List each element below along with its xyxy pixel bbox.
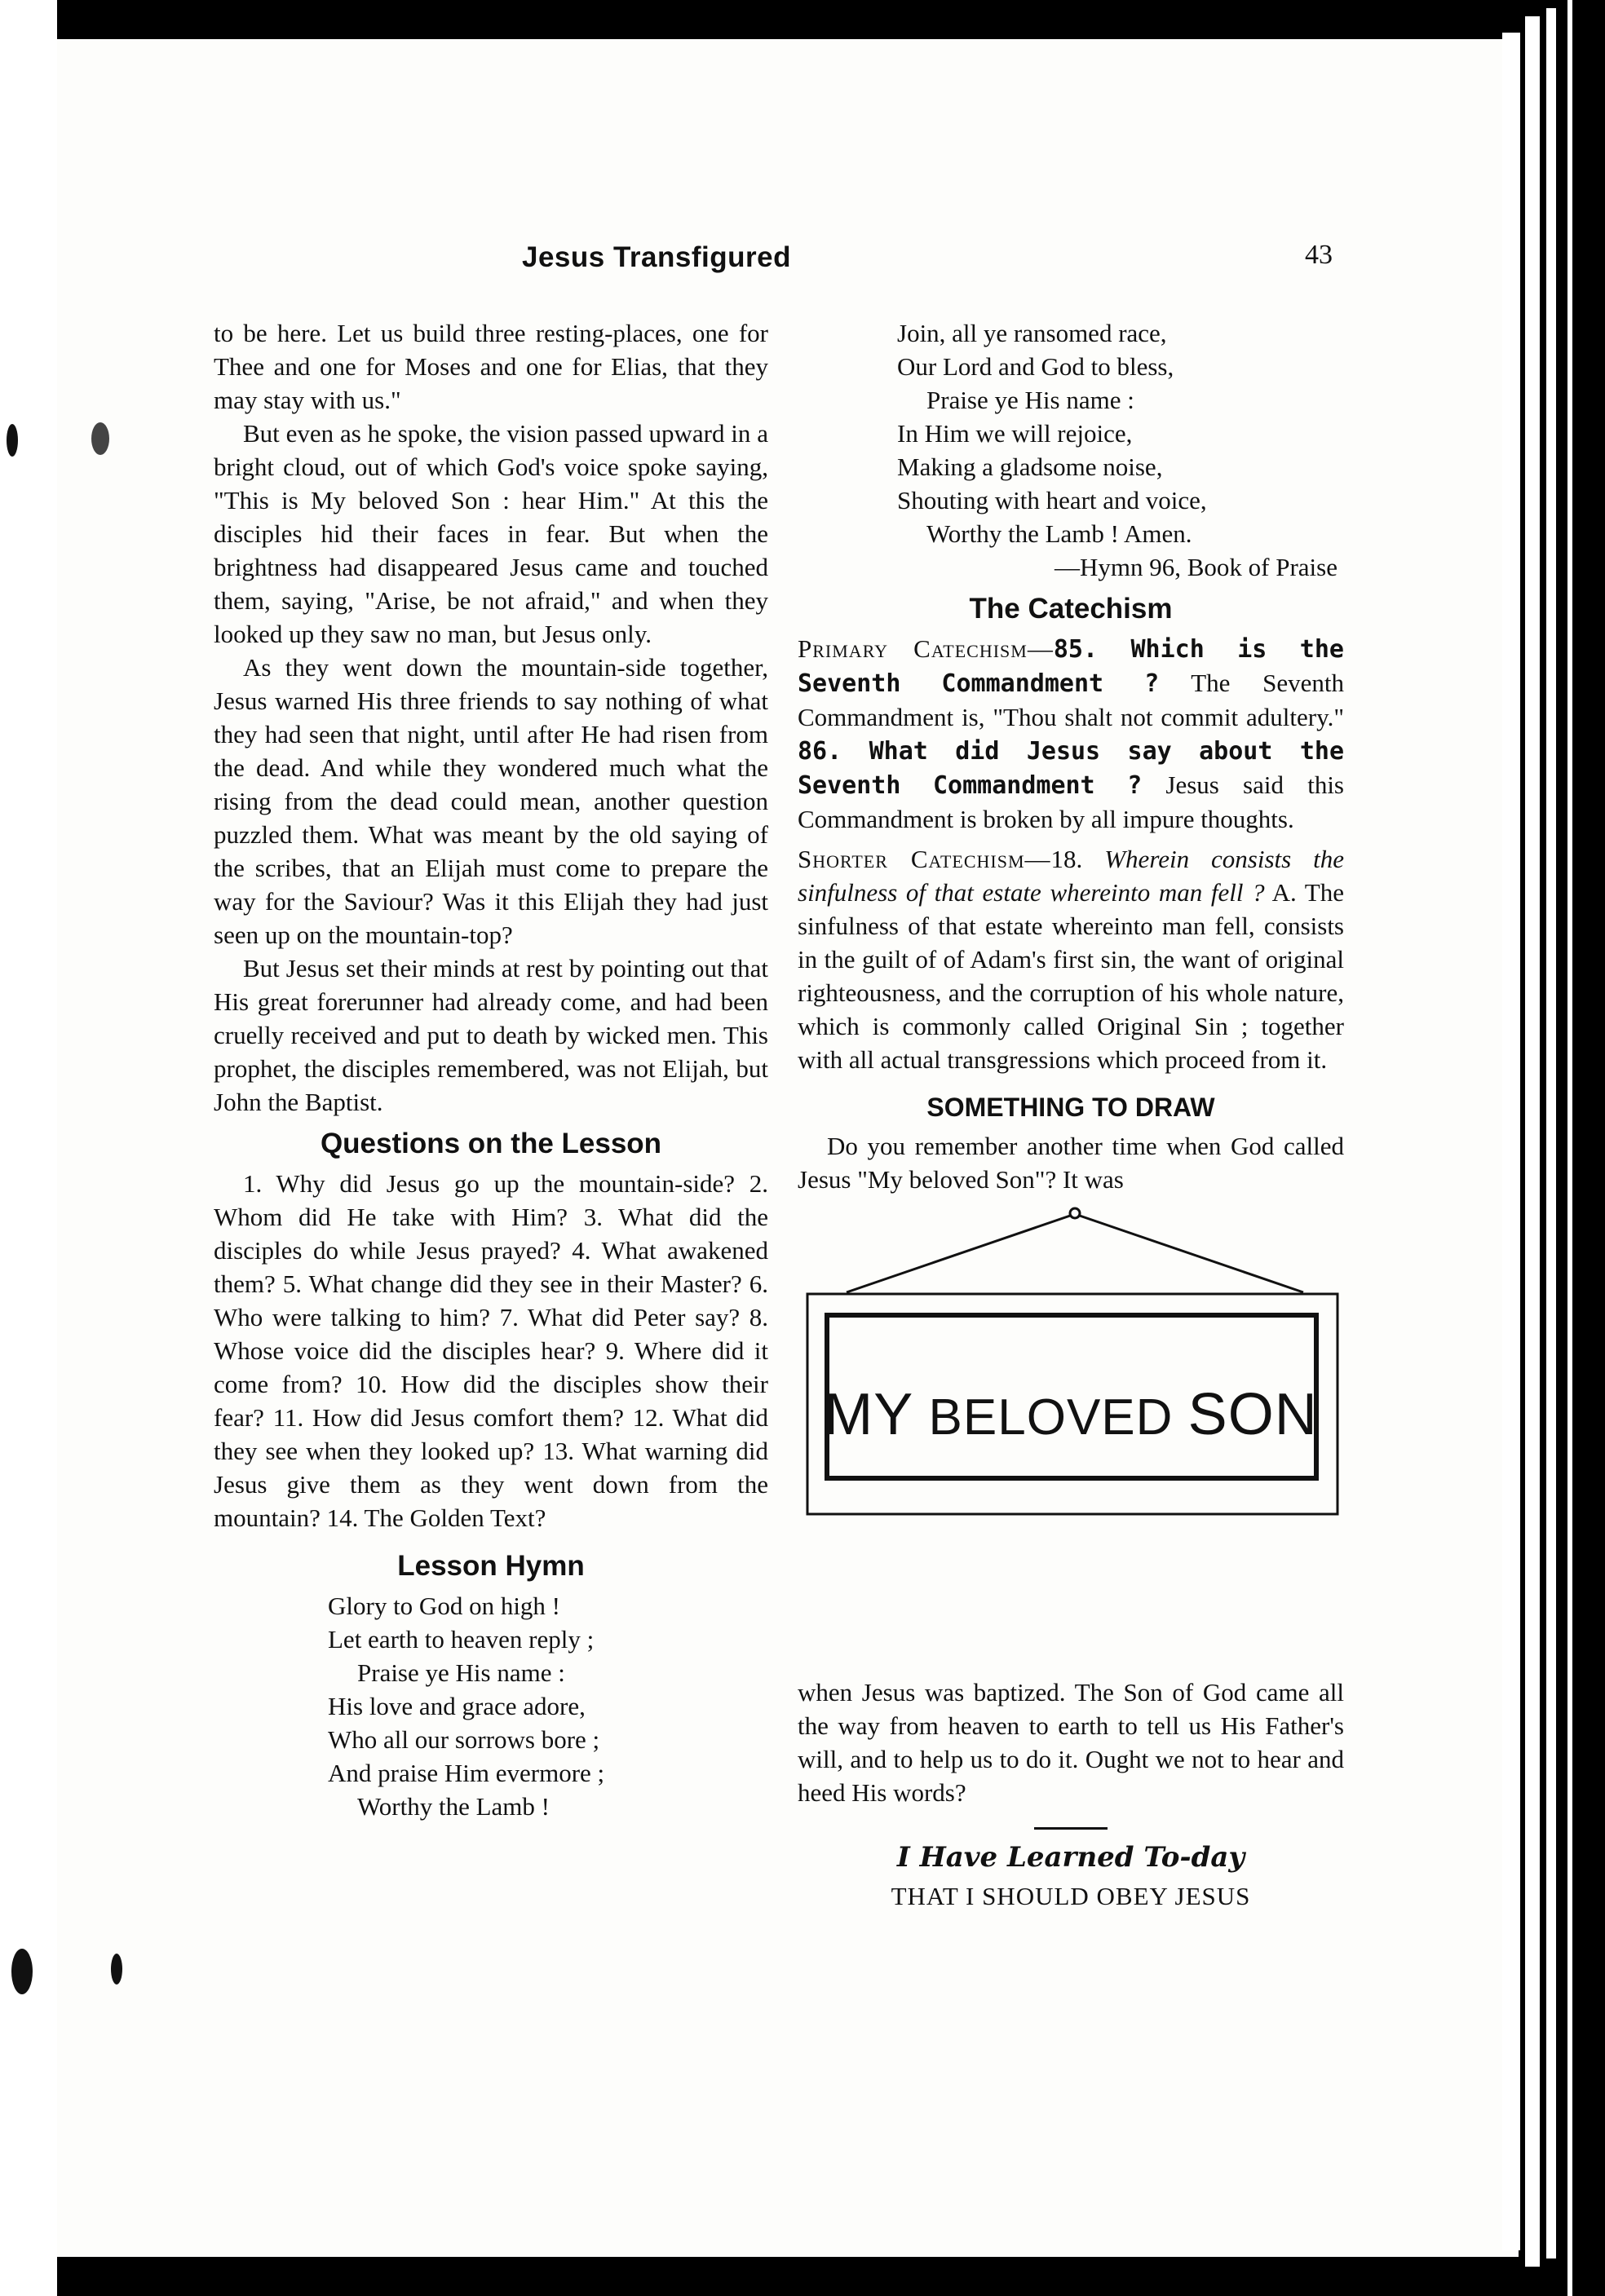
left-margin — [0, 0, 57, 2296]
page-number: 43 — [1305, 240, 1333, 270]
page-edge — [1525, 16, 1540, 2267]
hymn-line: And praise Him evermore ; — [328, 1759, 605, 1787]
shorter-catechism — [798, 842, 1344, 1076]
hymn-line: In Him we will rejoice, — [897, 419, 1133, 448]
paragraph: As they went down the mountain-side together, Jesus warned His three friends to say nothing of what they had seen that night, until after He had risen from the dead. And while they wondered much what the rising from the dead could mean, another question puzzled them. What was meant by the old saying of the scribes, that an Elijah must come to prepare the way for the Saviour? Was it this Elijah they had just seen up on the mountain-top? — [214, 653, 768, 949]
hymn-attribution: —Hymn 96, Book of Praise — [1054, 553, 1338, 581]
hymn-line: Glory to God on high ! — [328, 1592, 561, 1620]
questions-list: 1. Why did Jesus go up the mountain-side? 2. Whom did He take with Him? 3. What did the disciples do while Jesus prayed? 4. What awakened them? 5. What change did they see in their Master? 6. Who were talking to him? 7. What did Peter say? 8. Whose voice did the disciples hear? 9. Where did it come from? 10. How did the disciples show their fear? 11. How did Jesus comfort them? 12. What did they see when they looked up? 13. What warning did Jesus give them as they went down from the mountain? 14. The Golden Text? — [214, 1169, 768, 1532]
learned-text: THAT I SHOULD OBEY JESUS — [891, 1882, 1251, 1910]
sign-string-right — [1075, 1214, 1303, 1292]
hymn-line: Making a gladsome noise, — [897, 453, 1163, 481]
page-edge — [1567, 0, 1572, 2296]
hymn-line: Who all our sorrows bore ; — [328, 1725, 600, 1754]
catechism-question: 86. What did Jesus say about the Seventh Commandment ? — [798, 737, 1344, 800]
sign-drawing — [798, 1203, 1344, 1529]
catechism-answer: Jesus said this Commandment is broken by all impure thoughts. — [798, 770, 1344, 833]
left-column — [214, 316, 768, 1823]
sign-text — [798, 1382, 1344, 1447]
paragraph: But Jesus set their minds at rest by pointing out that His great forerunner had already come, and had been cruelly received and put to death by wicked men. This prophet, the disciples remembered, was not Elijah, but John the Baptist. — [214, 954, 768, 1116]
hymn-verse — [798, 316, 1344, 584]
running-head: Jesus Transfigured — [522, 241, 791, 273]
sign-word: MY — [824, 1382, 914, 1447]
hymn-line: Worthy the Lamb ! — [357, 1792, 550, 1821]
paragraph: to be here. Let us build three resting-places, one for Thee and one for Moses and one for Elias, that they may stay with us." — [214, 319, 768, 414]
primary-catechism-label: Primary Catechism— — [798, 634, 1054, 663]
sign-nail — [1070, 1208, 1080, 1218]
hymn-line: Praise ye His name : — [926, 386, 1134, 414]
sign-word: SON — [1187, 1382, 1318, 1447]
hymn-line: Praise ye His name : — [357, 1658, 565, 1687]
hymn-line: Join, all ye ransomed race, — [897, 319, 1167, 347]
page-edge — [1502, 33, 1520, 2250]
catechism-answer: A. The sinfulness of that estate whereinto man fell, consists in the guilt of of Adam's first sin, the want of original righteousness, and the corruption of his whole nature, which is commonly called Original Sin ; together with all actual transgressions which proceed from it. — [798, 878, 1344, 1074]
hole-punch-mark — [111, 1954, 122, 1985]
questions-heading: Questions on the Lesson — [320, 1128, 662, 1159]
right-column — [798, 316, 1344, 1913]
paragraph: But even as he spoke, the vision passed upward in a bright cloud, out of which God's voice spoke saying, "This is My beloved Son : hear Him." At this the disciples hid their faces in fear. But when the brightness had disappeared Jesus came and touched them, saying, "Arise, be not afraid," and when they looked up they saw no man, but Jesus only. — [214, 419, 768, 648]
shorter-catechism-label: Shorter Catechism— — [798, 845, 1051, 873]
hymn-verse — [214, 1589, 768, 1823]
hymn-heading: Lesson Hymn — [397, 1550, 585, 1582]
hymn-line: Worthy the Lamb ! Amen. — [926, 519, 1192, 548]
catechism-number: 18. — [1050, 845, 1083, 873]
divider-rule — [1034, 1827, 1108, 1830]
catechism-heading: The Catechism — [969, 593, 1173, 625]
catechism-question: Wherein consists the sinfulness of that estate whereinto man fell ? — [798, 845, 1345, 907]
sign-string-left — [847, 1214, 1075, 1292]
primary-catechism — [798, 632, 1344, 836]
hymn-line: Shouting with heart and voice, — [897, 486, 1207, 514]
hymn-line: Let earth to heaven reply ; — [328, 1625, 595, 1654]
learned-title: I Have Learned To-day — [896, 1841, 1245, 1874]
draw-heading: SOMETHING TO DRAW — [926, 1093, 1215, 1122]
scan-blotch — [11, 1949, 33, 1994]
hanging-sign — [798, 1203, 1344, 1529]
hymn-line: His love and grace adore, — [328, 1692, 586, 1720]
draw-outro: when Jesus was baptized. The Son of God came all the way from heaven to earth to tell us His Father's will, and to help us to do it. Ought we not to hear and heed His words? — [798, 1678, 1344, 1807]
scan-blotch — [7, 424, 18, 457]
catechism-answer: The Seventh Commandment is, "Thou shalt not commit adultery." — [798, 669, 1344, 731]
hymn-line: Our Lord and God to bless, — [897, 352, 1174, 381]
draw-intro: Do you remember another time when God called Jesus "My beloved Son"? It was — [798, 1132, 1344, 1194]
catechism-question: 85. Which is the Seventh Commandment ? — [798, 635, 1344, 698]
sign-word: BELOVED — [928, 1389, 1174, 1446]
page-edge — [1546, 8, 1556, 2258]
hole-punch-mark — [91, 422, 109, 455]
